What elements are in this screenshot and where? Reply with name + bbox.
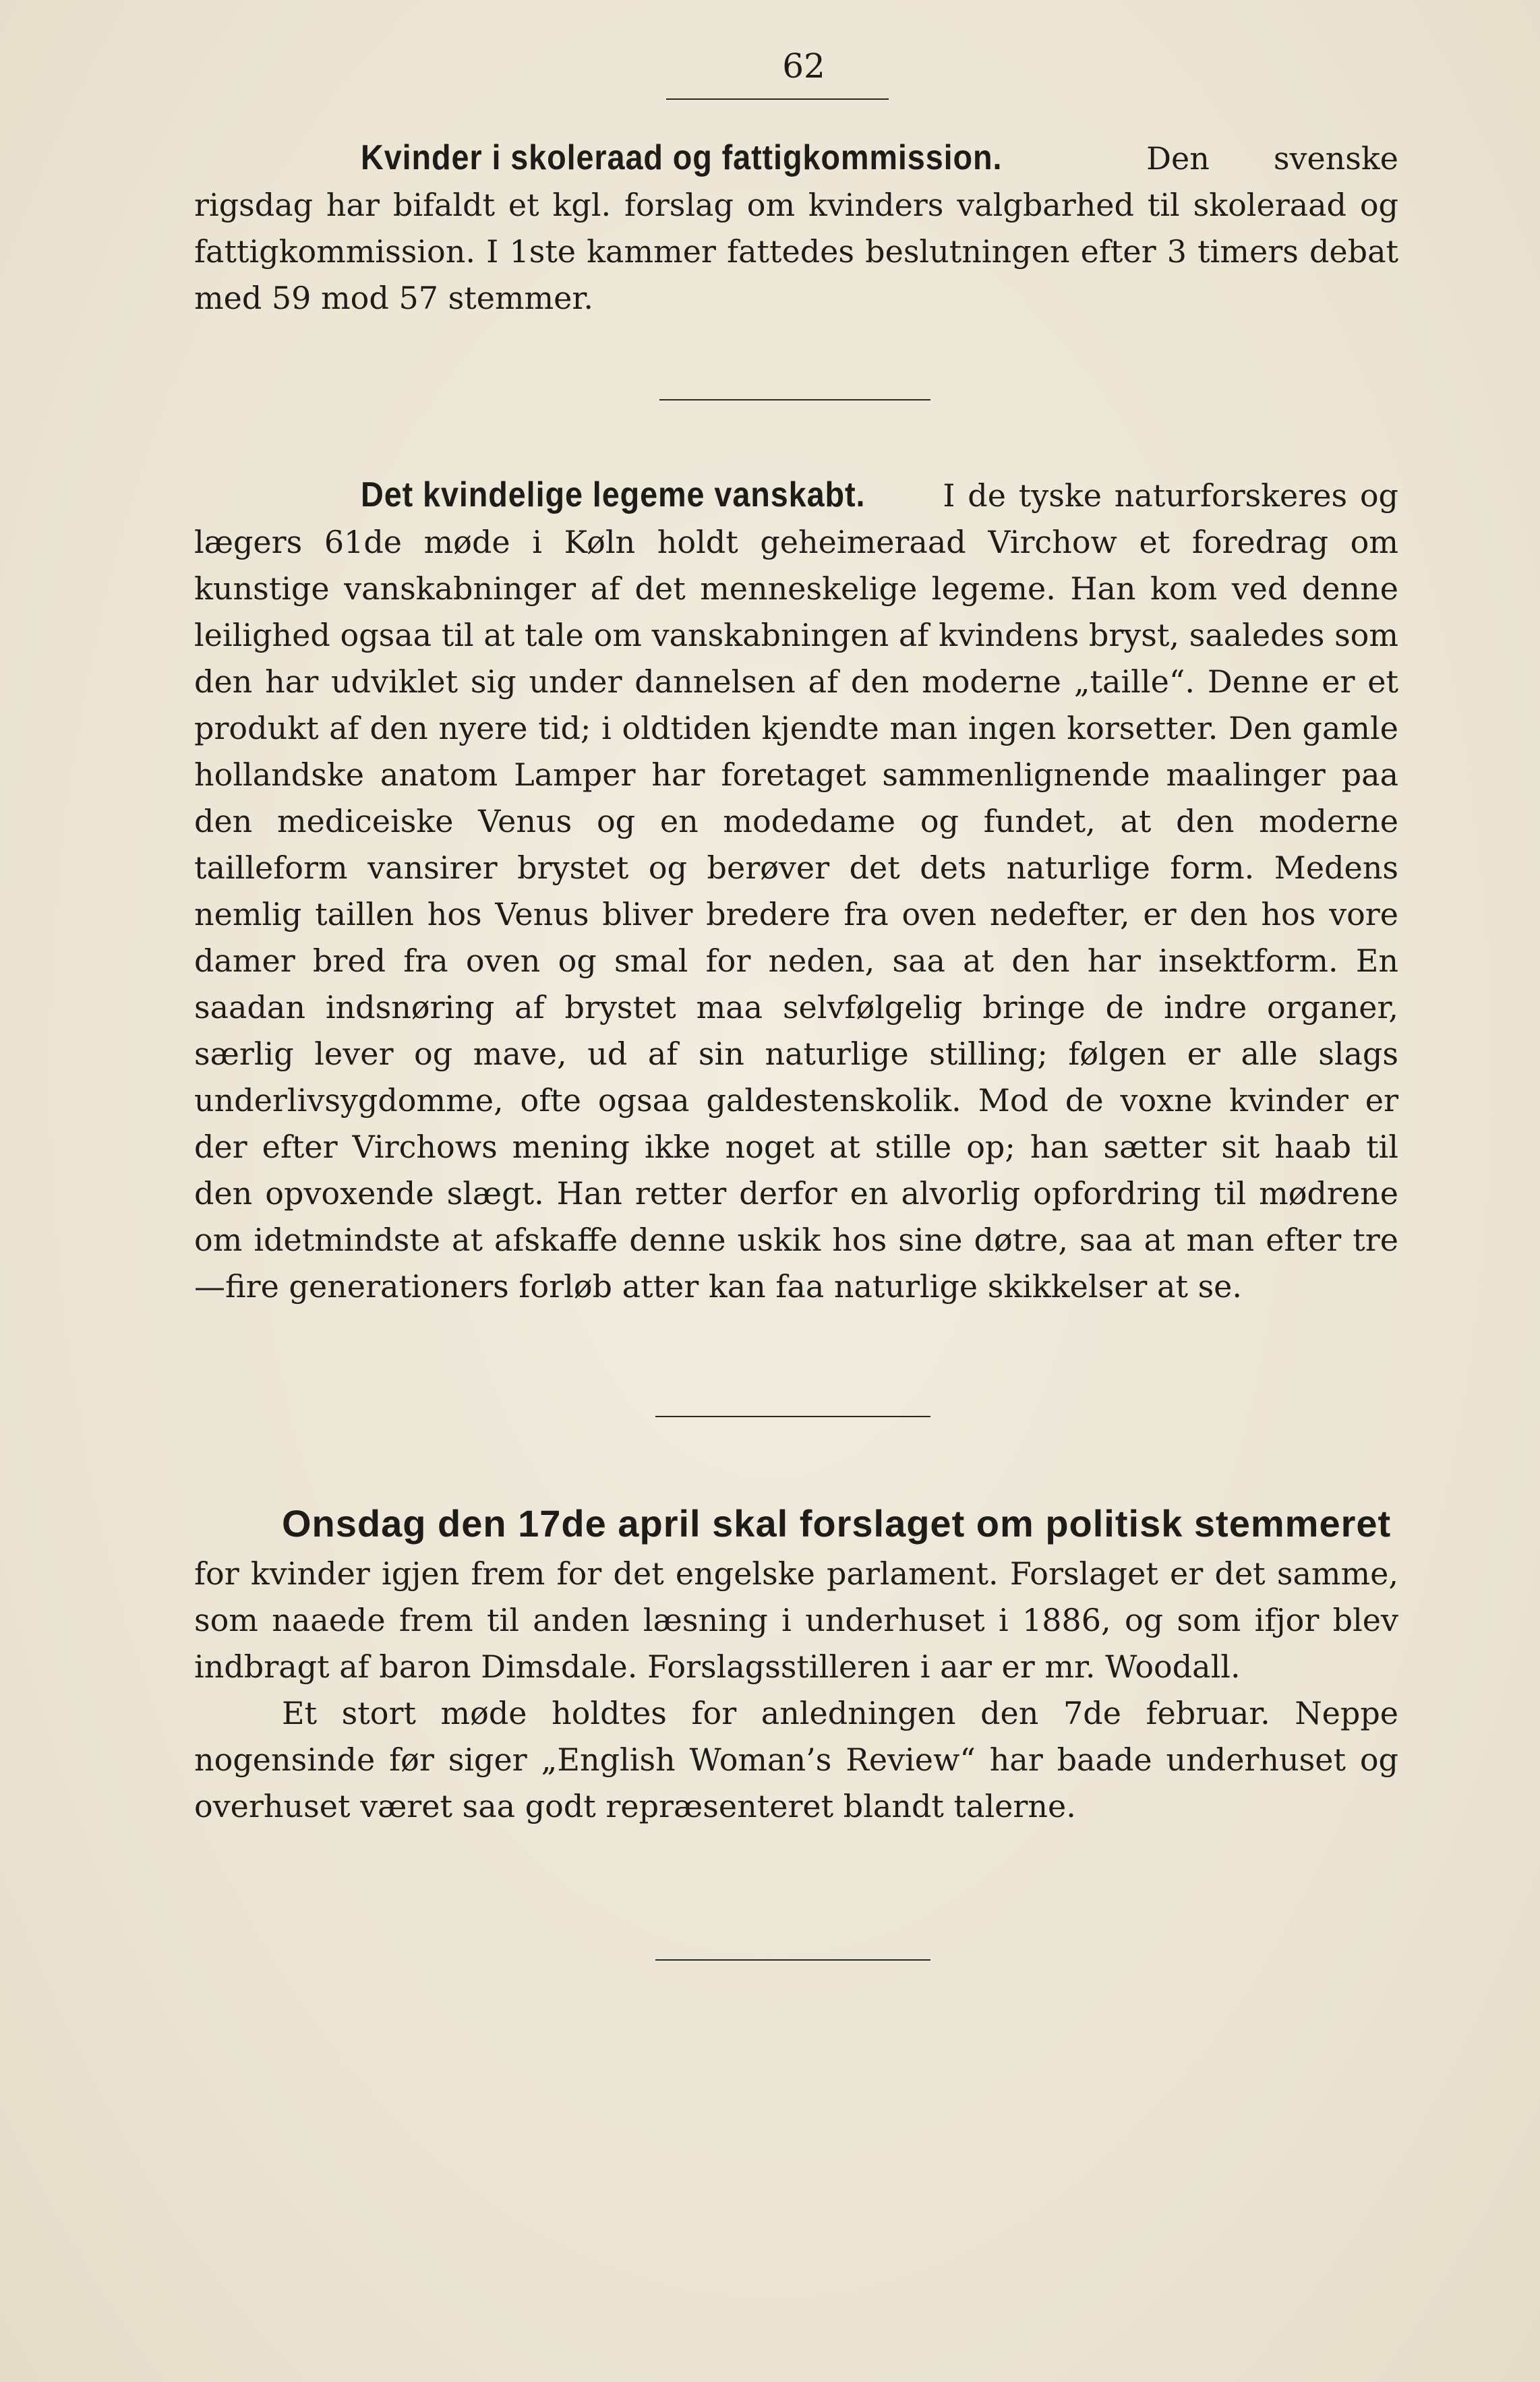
article-skoleraad [194,135,1398,322]
section-divider [655,1959,930,1961]
article-body: I de tyske naturforskeres og lægers 61de møde i Køln holdt geheimeraad Virchow et foredrag om kunstige vanskabninger af det menneskelige legeme. Han kom ved denne leilighed ogsaa til at tale om vanskabningen af kvindens bryst, saaledes som den har udviklet sig under dannelsen af den moderne „taille“. Denne er et produkt af den nyere tid; i oldtiden kjendte man ingen korsetter. Den gamle hollandske anatom Lamper har foretaget sammenlignende maalinger paa den mediceiske Venus og en modedame og fundet, at den moderne tailleform vansirer brystet og berøver det dets naturlige form. Medens nemlig taillen hos Venus bliver bredere fra oven nedefter, er den hos vore damer bred fra oven og smal for neden, saa at den har insektform. En saadan indsnøring af brystet maa selvfølgelig bringe de indre organer, særlig lever og mave, ud af sin naturlige stilling; følgen er alle slags underlivsygdomme, ofte ogsaa galdestenskolik. Mod de voxne kvinder er der efter Virchows mening ikke noget at stille op; han sætter sit haab til den opvoxende slægt. Han retter derfor en alvorlig opfordring til mødrene om idetmindste at afskaffe denne uskik hos sine døtre, saa at man efter tre—fire generationers forløb atter kan faa naturlige skikkelser at se. [194,477,1399,1305]
header-rule [666,98,889,100]
article-paragraph: Et stort møde holdtes for anledningen den 7de februar. Neppe nogensinde før siger „English Woman’s Review“ har baade underhuset og overhuset været saa godt repræsenteret blandt talerne. [194,1695,1398,1824]
article-heading: Kvinder i skoleraad og fattigkommission. [361,138,1003,177]
article-paragraph: for kvinder igjen frem for det engelske parlament. Forslaget er det samme, som naaede frem til anden læsning i underhuset i 1886, og som ifjor blev indbragt af baron Dimsdale. Forslagsstilleren i aar er mr. Woodall. [194,1555,1398,1685]
article-paragraph [194,472,1398,1310]
article-heading: Onsdag den 17de april skal forslaget om politisk stemmeret [282,1502,1392,1545]
article-legeme-vanskabt [194,472,1398,1310]
section-divider [659,399,930,400]
article-body: Den svenske rigsdag har bifaldt et kgl. forslag om kvinders valgbarhed til skoleraad og fattigkommission. I 1ste kammer fattedes beslutningen efter 3 timers debat med 59 mod 57 stemmer. [194,140,1398,316]
section-divider [655,1416,930,1417]
article-heading: Det kvindelige legeme vanskabt. [361,475,866,514]
page-number: 62 [782,47,825,86]
article-stemmeret [194,1497,1398,1830]
article-paragraph [194,135,1398,322]
